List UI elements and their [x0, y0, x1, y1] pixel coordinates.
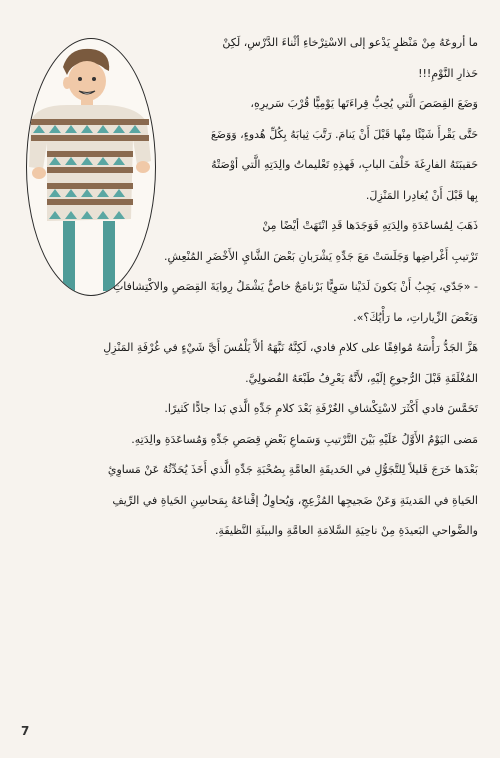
story-line: والضَّواحي البَعيدَةِ مِنْ ناحِيَةِ السَّلامَةِ العامَّةِ والبيئَةِ النَّظيفَةِ.: [214, 524, 478, 537]
page-number: 7: [21, 724, 30, 738]
story-line: بَعْدَها خَرَجَ قَليلاً لِلتَّجَوُّلِ في الحَديقَةِ العامَّةِ بِصُحْبَةِ جَدِّهِ الَّذي أَخَذَ يُحَدِّثُهُ عَنْ مَساوِئِ: [107, 463, 478, 476]
story-line: ذَهَبَ لِمُساعَدَةِ والِدَتِهِ فَوَجَدَها قَدِ انْتَهَتْ أيْضًا مِنْ: [262, 219, 478, 232]
story-line: هَزَّ الجَدُّ رَأْسَهُ مُوافِقًا على كلامِ فادي، لَكِنَّهُ نَبَّهَهُ ألاَّ يَلْمُسَ أَيَّ شَيْءٍ في غُرْفَةِ المَنْزِلِ: [103, 341, 478, 354]
story-line: حَقيبَتَهُ الفارِغَةَ خَلْفَ البابِ، فَهذِهِ تَعْليماتُ والِدَتِهِ الَّتي أوْصَتْهُ: [211, 158, 478, 171]
story-line: مَضى اليَوْمُ الأَوَّلُ عَلَيْهِ بَيْنَ التَّرْتيبِ وَسَماعِ بَعْضِ قِصَصِ جَدِّهِ وَمُساعَدَةِ والِدَتِهِ.: [131, 432, 478, 446]
story-line: المُغْلَقَةِ قَبْلَ الرُّجوعِ إلَيْهِ، لأَنَّهُ يَعْرِفُ طَبْعَهُ الفُضولِيَّ.: [245, 371, 478, 385]
story-line: - «جَدّي، يَجِبُ أَنْ يَكونَ لَدَيْنا سَوِيًّا بَرْنامَجٌ خاصٌّ يَشْمَلُ رِوايَةَ القِصَصِ والاكْتِشافاتِ: [112, 280, 478, 293]
story-line: ما أروعَهُ مِنْ مَنْظرٍ يَدْعو إلى الاسْتِرْخاءِ أثْناءَ الدَّرْسِ، لَكِنْ: [222, 36, 478, 49]
story-line: بِها قَبْلَ أَنْ يُغادِرا المَنْزِلَ.: [365, 188, 478, 202]
story-line: حَذارِ النَّوْمِ!!!: [418, 66, 478, 80]
story-line: تَرْتيبِ أَغْراضِها وَجَلَسَتْ مَعَ جَدِّهِ يَشْرَبانِ بَعْضَ الشَّايِ الأَخْضَرِ المُنْعِشِ.: [163, 249, 478, 263]
story-line: وَضَعَ القِصَصَ الَّتي يُحِبُّ قِراءَتَها يَوْمِيًّا قُرْبَ سَريرِهِ،: [250, 97, 478, 110]
story-line: الحَياةِ في المَدينَةِ وَعَنْ ضَجيجِها المُزْعِجِ، وَيُحاوِلُ إقْناعَهُ بِمَحاسِنِ الحَياةِ في الرِّيفِ: [112, 493, 478, 507]
story-line: حَتَّى يَقْرأَ شَيْئًا مِنْها قَبْلَ أَنْ يَنامَ. رَتَّبَ ثِيابَهُ بِكُلِّ هُدوءٍ، وَوَضَعَ: [210, 127, 478, 141]
story-line: تَحَمَّسَ فادي أَكْثَرَ لاسْتِكْشافِ الغُرْفَةِ بَعْدَ كلامِ جَدِّهِ الَّذي بَدا جادًّا كَثيرًا.: [164, 402, 478, 415]
story-text: [22, 28, 478, 547]
story-line: وَبَعْضَ الزِّياراتِ، ما رَأْيُكَ؟».: [353, 310, 478, 324]
